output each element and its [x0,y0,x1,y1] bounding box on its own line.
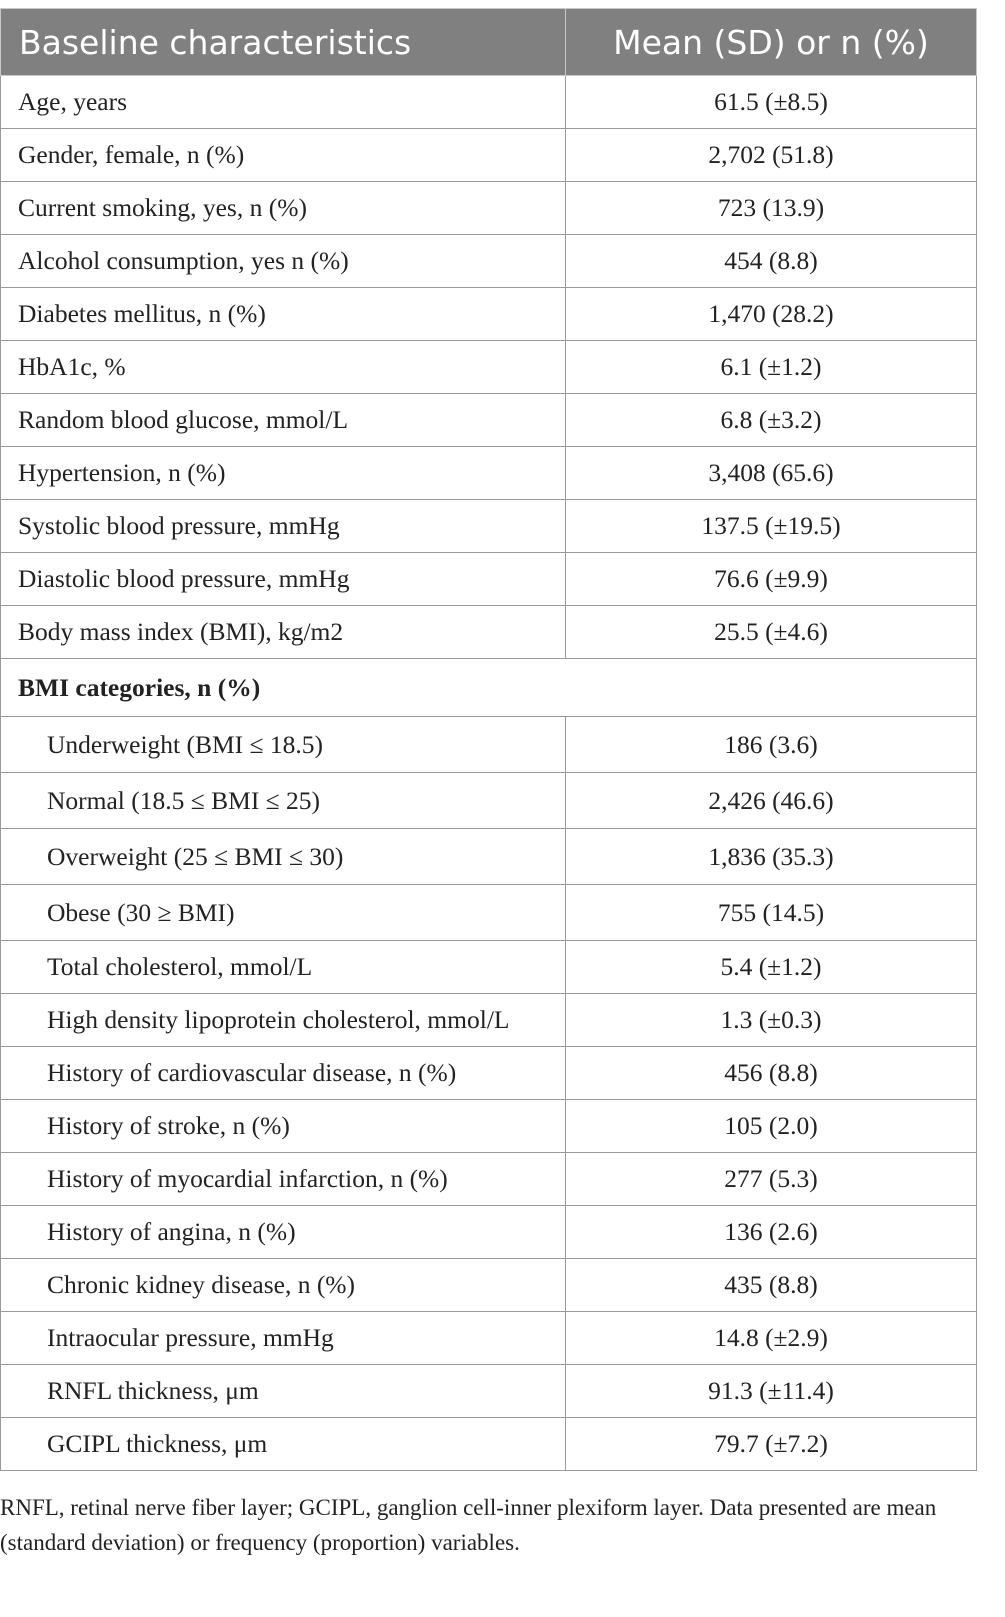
table-row [1,1312,977,1365]
row-label: Systolic blood pressure, mmHg [1,500,566,553]
table-row [1,76,977,129]
row-label: Total cholesterol, mmol/L [1,941,566,994]
section-row [1,659,977,717]
table-row [1,994,977,1047]
row-value: 76.6 (±9.9) [566,553,977,606]
row-label: RNFL thickness, μm [1,1365,566,1418]
row-label: History of stroke, n (%) [1,1100,566,1153]
table-row [1,829,977,885]
row-value: 454 (8.8) [566,235,977,288]
row-label: GCIPL thickness, μm [1,1418,566,1471]
row-value: 105 (2.0) [566,1100,977,1153]
header-mean-sd: Mean (SD) or n (%) [566,9,977,76]
table-row [1,129,977,182]
table-row [1,182,977,235]
table-row [1,1418,977,1471]
table-header-row [1,9,977,76]
table-row [1,885,977,941]
table-row [1,941,977,994]
row-label: History of cardiovascular disease, n (%) [1,1047,566,1100]
row-label: Normal (18.5 ≤ BMI ≤ 25) [1,773,566,829]
header-characteristics: Baseline characteristics [1,9,566,76]
row-value: 1.3 (±0.3) [566,994,977,1047]
table-row [1,500,977,553]
table-footnote: RNFL, retinal nerve fiber layer; GCIPL, ganglion cell-inner plexiform layer. Data presented are mean (standard deviation) or frequency (proportion) variables. [0,1495,937,1555]
row-value: 25.5 (±4.6) [566,606,977,659]
row-label: Hypertension, n (%) [1,447,566,500]
row-value: 186 (3.6) [566,717,977,773]
baseline-table-container [0,8,976,1471]
row-value: 137.5 (±19.5) [566,500,977,553]
row-label: Diastolic blood pressure, mmHg [1,553,566,606]
row-label: HbA1c, % [1,341,566,394]
table-row [1,1153,977,1206]
row-value: 91.3 (±11.4) [566,1365,977,1418]
row-value: 136 (2.6) [566,1206,977,1259]
table-row [1,341,977,394]
row-value: 2,426 (46.6) [566,773,977,829]
row-label: History of angina, n (%) [1,1206,566,1259]
table-row [1,1100,977,1153]
row-value: 277 (5.3) [566,1153,977,1206]
row-label: Chronic kidney disease, n (%) [1,1259,566,1312]
section-label: BMI categories, n (%) [1,659,977,717]
row-label: Current smoking, yes, n (%) [1,182,566,235]
row-value: 2,702 (51.8) [566,129,977,182]
row-value: 61.5 (±8.5) [566,76,977,129]
row-label: Body mass index (BMI), kg/m2 [1,606,566,659]
row-value: 755 (14.5) [566,885,977,941]
table-row [1,1259,977,1312]
row-label: Obese (30 ≥ BMI) [1,885,566,941]
table-row [1,1365,977,1418]
table-row [1,235,977,288]
row-value: 5.4 (±1.2) [566,941,977,994]
row-value: 79.7 (±7.2) [566,1418,977,1471]
row-label: Underweight (BMI ≤ 18.5) [1,717,566,773]
row-label: Random blood glucose, mmol/L [1,394,566,447]
table-row [1,1206,977,1259]
table-row [1,606,977,659]
row-label: Intraocular pressure, mmHg [1,1312,566,1365]
row-value: 14.8 (±2.9) [566,1312,977,1365]
table-row [1,553,977,606]
row-label: Overweight (25 ≤ BMI ≤ 30) [1,829,566,885]
table-row [1,773,977,829]
row-value: 456 (8.8) [566,1047,977,1100]
row-value: 435 (8.8) [566,1259,977,1312]
row-label: Alcohol consumption, yes n (%) [1,235,566,288]
table-row [1,717,977,773]
baseline-characteristics-table [0,8,977,1471]
row-value: 3,408 (65.6) [566,447,977,500]
table-row [1,1047,977,1100]
row-value: 1,836 (35.3) [566,829,977,885]
row-value: 6.8 (±3.2) [566,394,977,447]
table-row [1,447,977,500]
row-value: 723 (13.9) [566,182,977,235]
row-label: Gender, female, n (%) [1,129,566,182]
table-row [1,288,977,341]
row-label: Age, years [1,76,566,129]
table-row [1,394,977,447]
row-label: History of myocardial infarction, n (%) [1,1153,566,1206]
row-value: 6.1 (±1.2) [566,341,977,394]
row-label: High density lipoprotein cholesterol, mmol/L [1,994,566,1047]
row-label: Diabetes mellitus, n (%) [1,288,566,341]
row-value: 1,470 (28.2) [566,288,977,341]
